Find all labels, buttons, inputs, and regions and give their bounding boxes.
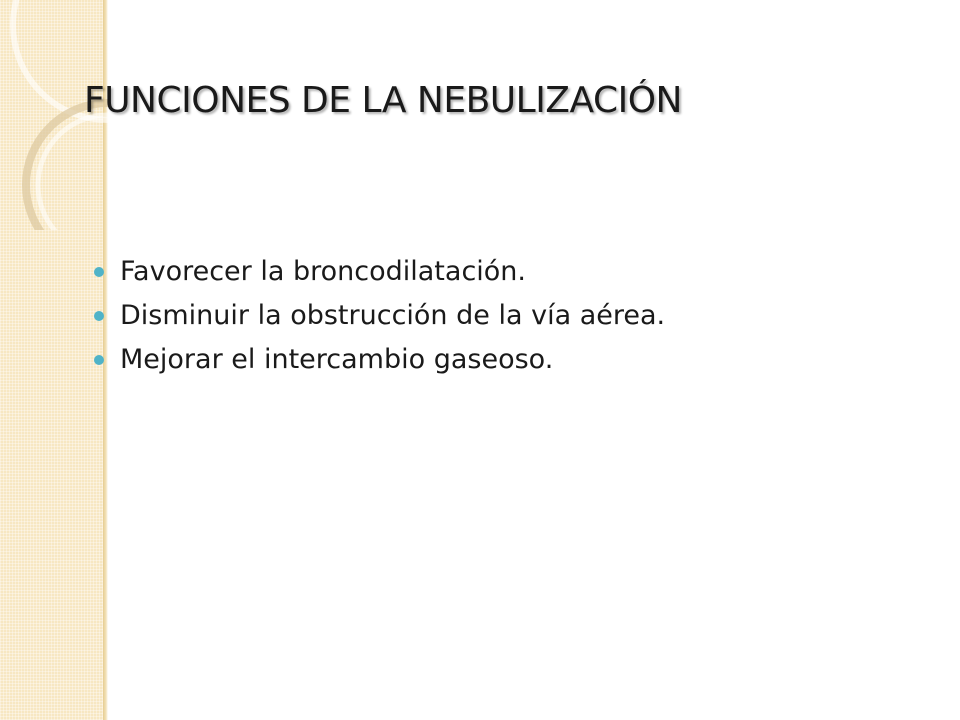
slide-title: FUNCIONES DE LA NEBULIZACIÓN (84, 80, 682, 121)
bullet-dot-icon (94, 355, 104, 365)
bullet-text: Favorecer la broncodilatación. (120, 256, 527, 287)
bullet-item (92, 338, 665, 382)
bullet-item (92, 294, 665, 338)
bullet-dot-icon (94, 267, 104, 277)
bullet-text: Disminuir la obstrucción de la vía aérea. (120, 300, 666, 331)
bullet-dot-icon (94, 311, 104, 321)
bullet-item (92, 250, 665, 294)
bullet-text: Mejorar el intercambio gaseoso. (120, 344, 554, 375)
bullet-list (92, 250, 665, 382)
